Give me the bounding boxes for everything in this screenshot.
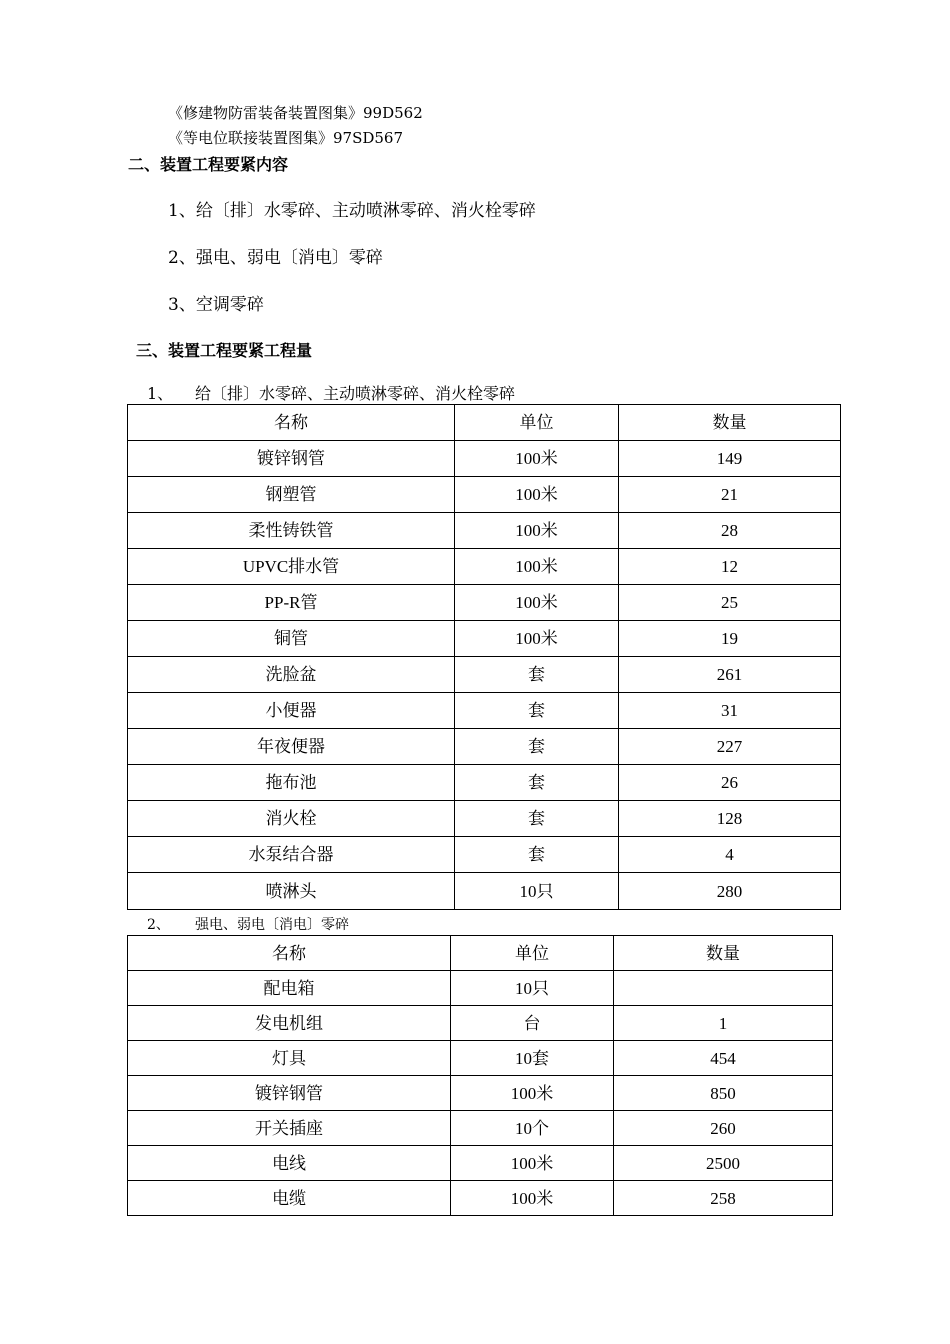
cell-unit: 10只 xyxy=(451,971,614,1006)
cell-unit: 100米 xyxy=(451,1076,614,1111)
cell-name: 钢塑管 xyxy=(128,477,455,513)
cell-quantity: 4 xyxy=(619,837,841,873)
cell-quantity: 28 xyxy=(619,513,841,549)
header-quantity: 数量 xyxy=(614,936,833,971)
cell-name: 配电箱 xyxy=(128,971,451,1006)
cell-unit: 套 xyxy=(455,657,619,693)
table-row xyxy=(128,801,841,837)
cell-quantity: 19 xyxy=(619,621,841,657)
cell-name: 年夜便器 xyxy=(128,729,455,765)
cell-name: 镀锌钢管 xyxy=(128,1076,451,1111)
cell-unit: 100米 xyxy=(455,621,619,657)
table-2-caption-text: 强电、弱电〔消电〕零碎 xyxy=(195,917,349,933)
cell-unit: 台 xyxy=(451,1006,614,1041)
table-row xyxy=(128,441,841,477)
cell-name: 小便器 xyxy=(128,693,455,729)
cell-quantity: 31 xyxy=(619,693,841,729)
cell-name: 开关插座 xyxy=(128,1111,451,1146)
cell-name: 柔性铸铁管 xyxy=(128,513,455,549)
table-row xyxy=(128,729,841,765)
cell-unit: 10套 xyxy=(451,1041,614,1076)
cell-name: 发电机组 xyxy=(128,1006,451,1041)
table-row xyxy=(128,621,841,657)
section-3-heading: 三、装置工程要紧工程量 xyxy=(136,341,313,360)
table-row xyxy=(128,477,841,513)
reference-line-1: 《修建物防雷装备装置图集》99D562 xyxy=(168,104,423,122)
table-row xyxy=(128,837,841,873)
cell-quantity: 2500 xyxy=(614,1146,833,1181)
cell-name: 喷淋头 xyxy=(128,873,455,910)
table-row xyxy=(128,1006,833,1041)
table-2-caption xyxy=(147,914,349,934)
cell-quantity: 258 xyxy=(614,1181,833,1216)
table-row xyxy=(128,1146,833,1181)
table-1-caption-text: 给〔排〕水零碎、主动喷淋零碎、消火栓零碎 xyxy=(195,384,516,403)
cell-name: 拖布池 xyxy=(128,765,455,801)
cell-unit: 100米 xyxy=(455,441,619,477)
cell-quantity: 261 xyxy=(619,657,841,693)
cell-unit: 套 xyxy=(455,693,619,729)
table-row xyxy=(128,1041,833,1076)
reference-line-2: 《等电位联接装置图集》97SD567 xyxy=(168,129,404,147)
table-row xyxy=(128,873,841,910)
cell-quantity: 280 xyxy=(619,873,841,910)
table-1-caption-number: 1、 xyxy=(147,384,174,403)
cell-quantity: 260 xyxy=(614,1111,833,1146)
cell-unit: 10只 xyxy=(455,873,619,910)
cell-quantity: 12 xyxy=(619,549,841,585)
electrical-system-table xyxy=(127,935,833,1216)
header-unit: 单位 xyxy=(451,936,614,971)
cell-name: 电缆 xyxy=(128,1181,451,1216)
cell-unit: 100米 xyxy=(451,1146,614,1181)
table-1-caption xyxy=(147,381,515,404)
section-2-heading: 二、装置工程要紧内容 xyxy=(128,155,289,174)
cell-quantity: 26 xyxy=(619,765,841,801)
table-row xyxy=(128,657,841,693)
cell-unit: 套 xyxy=(455,765,619,801)
cell-quantity: 21 xyxy=(619,477,841,513)
cell-quantity: 454 xyxy=(614,1041,833,1076)
cell-name: 镀锌钢管 xyxy=(128,441,455,477)
table-row xyxy=(128,513,841,549)
cell-name: 消火栓 xyxy=(128,801,455,837)
cell-name: 电线 xyxy=(128,1146,451,1181)
table-header-row xyxy=(128,405,841,441)
cell-quantity: 1 xyxy=(614,1006,833,1041)
cell-name: UPVC排水管 xyxy=(128,549,455,585)
water-system-table xyxy=(127,404,841,910)
section-2-item-2: 2、强电、弱电〔消电〕零碎 xyxy=(168,248,383,268)
header-name: 名称 xyxy=(128,936,451,971)
cell-name: 铜管 xyxy=(128,621,455,657)
table-row xyxy=(128,1181,833,1216)
table-row xyxy=(128,765,841,801)
cell-unit: 套 xyxy=(455,837,619,873)
cell-name: 洗脸盆 xyxy=(128,657,455,693)
cell-unit: 套 xyxy=(455,729,619,765)
header-name: 名称 xyxy=(128,405,455,441)
table-row xyxy=(128,693,841,729)
cell-unit: 100米 xyxy=(455,549,619,585)
cell-unit: 100米 xyxy=(455,513,619,549)
cell-quantity: 128 xyxy=(619,801,841,837)
cell-quantity: 25 xyxy=(619,585,841,621)
cell-name: 水泵结合器 xyxy=(128,837,455,873)
cell-quantity: 227 xyxy=(619,729,841,765)
table-2-caption-number: 2、 xyxy=(147,917,170,933)
cell-name: PP-R管 xyxy=(128,585,455,621)
cell-quantity xyxy=(614,971,833,1006)
header-quantity: 数量 xyxy=(619,405,841,441)
cell-unit: 100米 xyxy=(451,1181,614,1216)
header-unit: 单位 xyxy=(455,405,619,441)
table-header-row xyxy=(128,936,833,971)
table-row xyxy=(128,585,841,621)
cell-unit: 100米 xyxy=(455,477,619,513)
table-row xyxy=(128,1111,833,1146)
table-row xyxy=(128,971,833,1006)
cell-unit: 10个 xyxy=(451,1111,614,1146)
table-row xyxy=(128,1076,833,1111)
section-2-item-1: 1、给〔排〕水零碎、主动喷淋零碎、消火栓零碎 xyxy=(168,201,536,221)
section-2-item-3: 3、空调零碎 xyxy=(168,295,264,315)
cell-unit: 套 xyxy=(455,801,619,837)
table-row xyxy=(128,549,841,585)
cell-name: 灯具 xyxy=(128,1041,451,1076)
cell-quantity: 850 xyxy=(614,1076,833,1111)
cell-unit: 100米 xyxy=(455,585,619,621)
cell-quantity: 149 xyxy=(619,441,841,477)
